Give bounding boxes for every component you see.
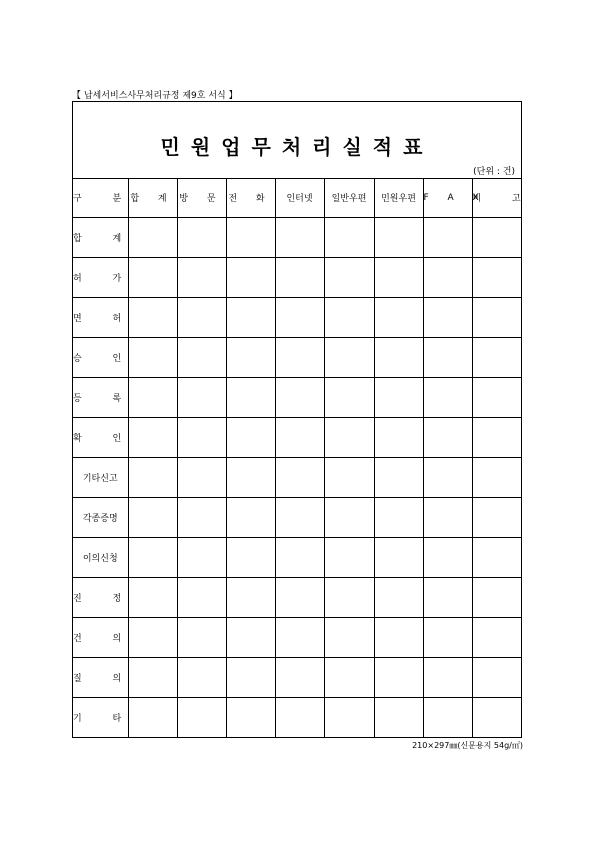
- table-row: [73, 258, 521, 298]
- row-label: 기 타: [73, 698, 128, 738]
- row-label: 이의신청: [73, 538, 128, 578]
- entry-cell[interactable]: [275, 378, 324, 418]
- entry-cell[interactable]: [275, 418, 324, 458]
- entry-cell[interactable]: [275, 298, 324, 338]
- entry-cell[interactable]: [423, 698, 472, 738]
- entry-cell[interactable]: [226, 698, 275, 738]
- entry-cell[interactable]: [423, 498, 472, 538]
- row-label: 면 허: [73, 298, 128, 338]
- entry-cell[interactable]: [472, 258, 521, 298]
- entry-cell[interactable]: [226, 418, 275, 458]
- entry-cell[interactable]: [177, 418, 226, 458]
- entry-cell[interactable]: [324, 618, 374, 658]
- table-row: [73, 658, 521, 698]
- table-row: [73, 618, 521, 658]
- entry-cell[interactable]: [128, 618, 177, 658]
- row-label: 합 계: [73, 218, 128, 258]
- entry-cell[interactable]: [374, 338, 423, 378]
- entry-cell[interactable]: [374, 378, 423, 418]
- entry-cell[interactable]: [275, 618, 324, 658]
- entry-cell[interactable]: [177, 338, 226, 378]
- table-row: [73, 538, 521, 578]
- entry-cell[interactable]: [324, 498, 374, 538]
- row-label: 승 인: [73, 338, 128, 378]
- entry-cell[interactable]: [128, 218, 177, 258]
- entry-cell[interactable]: [275, 498, 324, 538]
- entry-cell[interactable]: [128, 338, 177, 378]
- entry-cell[interactable]: [374, 458, 423, 498]
- entry-cell[interactable]: [177, 458, 226, 498]
- entry-cell[interactable]: [423, 458, 472, 498]
- entry-cell[interactable]: [226, 658, 275, 698]
- entry-cell[interactable]: [128, 578, 177, 618]
- column-header-civil-mail: 민원우편: [374, 178, 423, 218]
- table-row: [73, 498, 521, 538]
- column-header-remarks: 비 고: [472, 178, 521, 218]
- entry-cell[interactable]: [423, 338, 472, 378]
- entry-cell[interactable]: [128, 698, 177, 738]
- title-area: [73, 102, 521, 179]
- entry-cell[interactable]: [128, 418, 177, 458]
- entry-cell[interactable]: [374, 298, 423, 338]
- entry-cell[interactable]: [374, 218, 423, 258]
- entry-cell[interactable]: [128, 258, 177, 298]
- entry-cell[interactable]: [324, 418, 374, 458]
- entry-cell[interactable]: [177, 498, 226, 538]
- table-row: [73, 378, 521, 418]
- entry-cell[interactable]: [472, 378, 521, 418]
- entry-cell[interactable]: [423, 618, 472, 658]
- entry-cell[interactable]: [472, 418, 521, 458]
- entry-cell[interactable]: [472, 658, 521, 698]
- entry-cell[interactable]: [324, 258, 374, 298]
- entry-cell[interactable]: [226, 538, 275, 578]
- entry-cell[interactable]: [275, 578, 324, 618]
- entry-cell[interactable]: [128, 378, 177, 418]
- entry-cell[interactable]: [226, 258, 275, 298]
- entry-cell[interactable]: [275, 658, 324, 698]
- entry-cell[interactable]: [177, 658, 226, 698]
- entry-cell[interactable]: [177, 378, 226, 418]
- entry-cell[interactable]: [177, 538, 226, 578]
- entry-cell[interactable]: [472, 698, 521, 738]
- performance-table: [73, 178, 535, 737]
- entry-cell[interactable]: [374, 578, 423, 618]
- table-row: [73, 698, 521, 738]
- entry-cell[interactable]: [275, 338, 324, 378]
- row-label: 기타신고: [73, 458, 128, 498]
- entry-cell[interactable]: [226, 458, 275, 498]
- entry-cell[interactable]: [275, 538, 324, 578]
- entry-cell[interactable]: [423, 218, 472, 258]
- entry-cell[interactable]: [324, 458, 374, 498]
- entry-cell[interactable]: [177, 258, 226, 298]
- entry-cell[interactable]: [226, 338, 275, 378]
- entry-cell[interactable]: [374, 618, 423, 658]
- header-row: [73, 178, 521, 218]
- page-title: 민원업무처리실적표: [160, 135, 434, 159]
- entry-cell[interactable]: [374, 658, 423, 698]
- entry-cell[interactable]: [226, 578, 275, 618]
- column-header-visit: 방 문: [177, 178, 226, 218]
- entry-cell[interactable]: [472, 578, 521, 618]
- entry-cell[interactable]: [128, 538, 177, 578]
- entry-cell[interactable]: [226, 378, 275, 418]
- entry-cell[interactable]: [128, 298, 177, 338]
- row-label: 확 인: [73, 418, 128, 458]
- entry-cell[interactable]: [423, 538, 472, 578]
- entry-cell[interactable]: [177, 618, 226, 658]
- table-row: [73, 218, 521, 258]
- table-row: [73, 298, 521, 338]
- entry-cell[interactable]: [226, 218, 275, 258]
- entry-cell[interactable]: [324, 538, 374, 578]
- entry-cell[interactable]: [324, 338, 374, 378]
- entry-cell[interactable]: [423, 378, 472, 418]
- column-header-category: 구 분: [73, 178, 128, 218]
- entry-cell[interactable]: [275, 698, 324, 738]
- table-row: [73, 338, 521, 378]
- entry-cell[interactable]: [472, 338, 521, 378]
- entry-cell[interactable]: [472, 618, 521, 658]
- row-label: 건 의: [73, 618, 128, 658]
- entry-cell[interactable]: [472, 458, 521, 498]
- entry-cell[interactable]: [374, 498, 423, 538]
- column-header-total: 합 계: [128, 178, 177, 218]
- table-row: [73, 458, 521, 498]
- entry-cell[interactable]: [374, 698, 423, 738]
- entry-cell[interactable]: [275, 458, 324, 498]
- paper-spec-footnote: 210×297㎜(신문용지 54g/㎡): [412, 741, 523, 750]
- entry-cell[interactable]: [423, 658, 472, 698]
- entry-cell[interactable]: [472, 218, 521, 258]
- entry-cell[interactable]: [423, 258, 472, 298]
- entry-cell[interactable]: [324, 218, 374, 258]
- entry-cell[interactable]: [177, 298, 226, 338]
- entry-cell[interactable]: [226, 498, 275, 538]
- entry-cell[interactable]: [177, 698, 226, 738]
- row-label: 질 의: [73, 658, 128, 698]
- entry-cell[interactable]: [472, 298, 521, 338]
- row-label: 등 록: [73, 378, 128, 418]
- entry-cell[interactable]: [324, 298, 374, 338]
- entry-cell[interactable]: [423, 298, 472, 338]
- unit-note: (단위 : 건): [473, 167, 515, 177]
- table-row: [73, 578, 521, 618]
- column-header-fax: F A X: [423, 178, 472, 218]
- entry-cell[interactable]: [374, 418, 423, 458]
- entry-cell[interactable]: [226, 618, 275, 658]
- entry-cell[interactable]: [275, 218, 324, 258]
- entry-cell[interactable]: [472, 538, 521, 578]
- entry-cell[interactable]: [177, 218, 226, 258]
- row-label: 각종증명: [73, 498, 128, 538]
- entry-cell[interactable]: [128, 658, 177, 698]
- column-header-regular-mail: 일반우편: [324, 178, 374, 218]
- entry-cell[interactable]: [226, 298, 275, 338]
- entry-cell[interactable]: [324, 378, 374, 418]
- entry-cell[interactable]: [324, 698, 374, 738]
- entry-cell[interactable]: [374, 258, 423, 298]
- entry-cell[interactable]: [423, 578, 472, 618]
- column-header-phone: 전 화: [226, 178, 275, 218]
- entry-cell[interactable]: [275, 258, 324, 298]
- entry-cell[interactable]: [128, 458, 177, 498]
- row-label: 허 가: [73, 258, 128, 298]
- row-label: 진 정: [73, 578, 128, 618]
- report-form: [72, 101, 535, 738]
- entry-cell[interactable]: [472, 498, 521, 538]
- entry-cell[interactable]: [177, 578, 226, 618]
- column-header-internet: 인터넷: [275, 178, 324, 218]
- entry-cell[interactable]: [128, 498, 177, 538]
- entry-cell[interactable]: [324, 578, 374, 618]
- entry-cell[interactable]: [423, 418, 472, 458]
- entry-cell[interactable]: [374, 538, 423, 578]
- entry-cell[interactable]: [324, 658, 374, 698]
- form-number-header: 【 납세서비스사무처리규정 제9호 서식 】: [72, 91, 238, 101]
- table-row: [73, 418, 521, 458]
